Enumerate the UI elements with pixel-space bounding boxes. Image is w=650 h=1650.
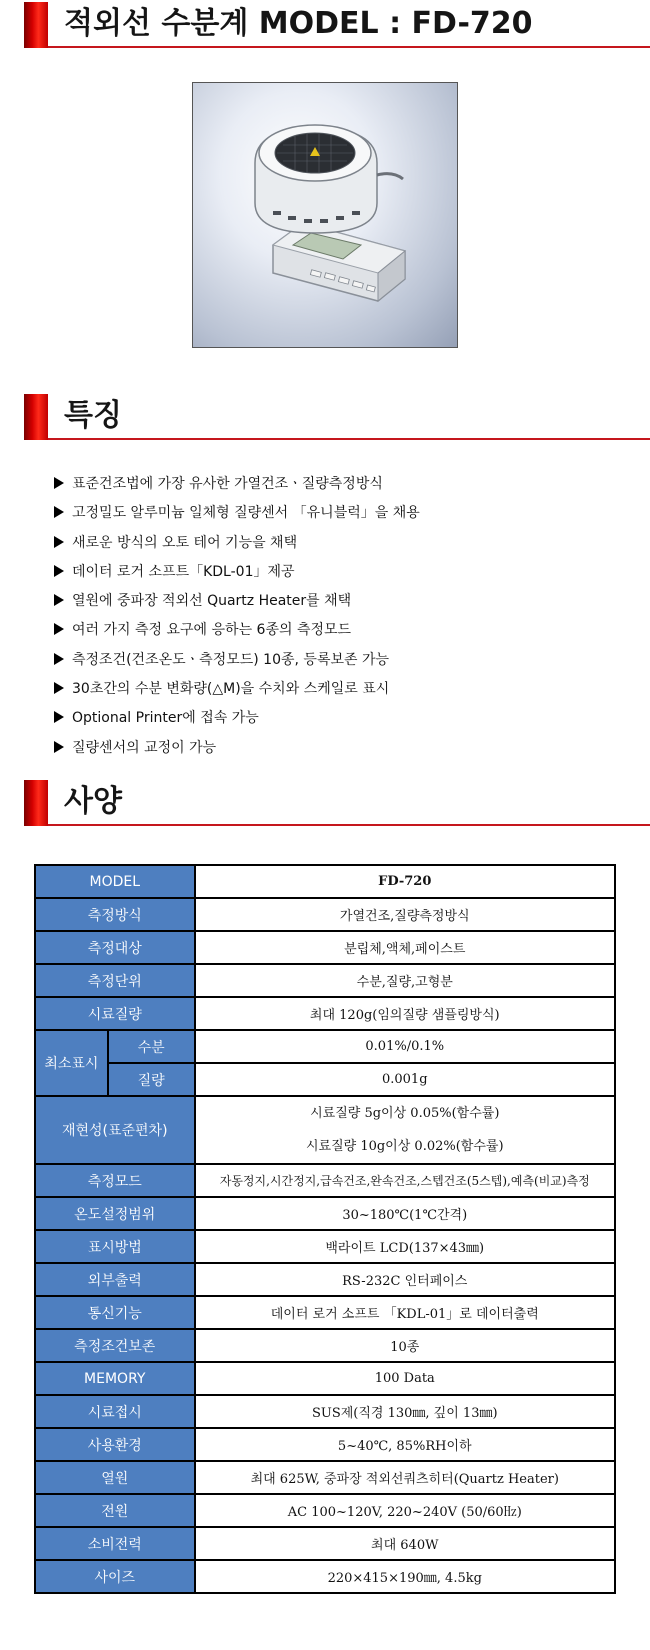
triangle-bullet-icon bbox=[54, 594, 64, 606]
row-label: 재현성(표준편차) bbox=[35, 1096, 195, 1164]
table-row bbox=[35, 931, 615, 964]
table-row bbox=[35, 865, 615, 898]
feature-text: 질량센서의 교정이 가능 bbox=[72, 739, 217, 756]
triangle-bullet-icon bbox=[54, 477, 64, 489]
triangle-bullet-icon bbox=[54, 653, 64, 665]
row-label: MODEL bbox=[35, 865, 195, 898]
table-row bbox=[35, 1395, 615, 1428]
feature-text: 여러 가지 측정 요구에 응하는 6종의 측정모드 bbox=[72, 622, 352, 639]
red-bar-decoration bbox=[24, 394, 48, 440]
sub-row-label: 수분 bbox=[108, 1030, 195, 1063]
row-value: 백라이트 LCD(137×43㎜) bbox=[195, 1230, 615, 1263]
row-label: 사이즈 bbox=[35, 1560, 195, 1593]
row-value: 5~40℃, 85%RH이하 bbox=[195, 1428, 615, 1461]
list-item bbox=[54, 470, 420, 499]
row-label: 열원 bbox=[35, 1461, 195, 1494]
row-value: FD-720 bbox=[195, 865, 615, 898]
row-label: 시료접시 bbox=[35, 1395, 195, 1428]
sub-row-label: 질량 bbox=[108, 1063, 195, 1096]
table-row bbox=[35, 964, 615, 997]
triangle-bullet-icon bbox=[54, 682, 64, 694]
feature-text: 새로운 방식의 오토 테어 기능을 채택 bbox=[72, 534, 298, 551]
feature-text: 열원에 중파장 적외선 Quartz Heater를 채택 bbox=[72, 593, 352, 610]
row-label: 시료질량 bbox=[35, 997, 195, 1030]
table-row bbox=[35, 1560, 615, 1593]
triangle-bullet-icon bbox=[54, 506, 64, 518]
list-item bbox=[54, 558, 420, 587]
list-item bbox=[54, 704, 420, 733]
page-title: 적외선 수분계 MODEL : FD-720 bbox=[64, 6, 533, 41]
table-row bbox=[35, 1263, 615, 1296]
table-row bbox=[35, 997, 615, 1030]
row-value bbox=[195, 1096, 615, 1164]
product-photo bbox=[192, 82, 458, 348]
table-row bbox=[35, 1329, 615, 1362]
table-row bbox=[35, 1063, 615, 1096]
table-row bbox=[35, 1296, 615, 1329]
spec-table bbox=[34, 864, 616, 1594]
feature-text: 30초간의 수분 변화량(△M)을 수치와 스케일로 표시 bbox=[72, 681, 390, 698]
table-row bbox=[35, 1230, 615, 1263]
list-item bbox=[54, 499, 420, 528]
table-row bbox=[35, 1527, 615, 1560]
row-value: 최대 625W, 중파장 적외선쿼츠히터(Quartz Heater) bbox=[195, 1461, 615, 1494]
features-list bbox=[54, 470, 420, 763]
row-label: 표시방법 bbox=[35, 1230, 195, 1263]
list-item bbox=[54, 734, 420, 763]
triangle-bullet-icon bbox=[54, 565, 64, 577]
row-label: 측정모드 bbox=[35, 1164, 195, 1197]
row-label: MEMORY bbox=[35, 1362, 195, 1395]
row-value-line: 시료질량 10g이상 0.02%(함수률) bbox=[305, 1139, 504, 1154]
table-row bbox=[35, 1197, 615, 1230]
table-row bbox=[35, 1362, 615, 1395]
triangle-bullet-icon bbox=[54, 711, 64, 723]
moisture-analyzer-illustration bbox=[193, 83, 457, 347]
list-item bbox=[54, 675, 420, 704]
triangle-bullet-icon bbox=[54, 536, 64, 548]
row-label: 온도설정범위 bbox=[35, 1197, 195, 1230]
list-item bbox=[54, 646, 420, 675]
features-header bbox=[24, 394, 650, 440]
row-value: 220×415×190㎜, 4.5kg bbox=[195, 1560, 615, 1593]
row-label: 사용환경 bbox=[35, 1428, 195, 1461]
feature-text: 데이터 로거 소프트「KDL-01」제공 bbox=[72, 563, 295, 580]
row-value: 자동정지,시간정지,급속건조,완속건조,스텝건조(5스텝),예측(비교)측정 bbox=[195, 1164, 615, 1197]
page-title-header bbox=[24, 2, 650, 48]
table-row bbox=[35, 1494, 615, 1527]
header-divider bbox=[48, 824, 650, 826]
list-item bbox=[54, 529, 420, 558]
table-row bbox=[35, 898, 615, 931]
row-value: 10종 bbox=[195, 1329, 615, 1362]
row-label: 전원 bbox=[35, 1494, 195, 1527]
row-value-line: 시료질량 5g이상 0.05%(함수률) bbox=[310, 1106, 500, 1121]
row-value: 수분,질량,고형분 bbox=[195, 964, 615, 997]
feature-text: Optional Printer에 접속 가능 bbox=[72, 710, 259, 727]
header-divider bbox=[48, 46, 650, 48]
row-label: 최소표시 bbox=[35, 1030, 108, 1096]
header-divider bbox=[48, 438, 650, 440]
row-label: 소비전력 bbox=[35, 1527, 195, 1560]
row-value: AC 100~120V, 220~240V (50/60㎐) bbox=[195, 1494, 615, 1527]
specs-header bbox=[24, 780, 650, 826]
row-value: 최대 120g(임의질량 샘플링방식) bbox=[195, 997, 615, 1030]
red-bar-decoration bbox=[24, 780, 48, 826]
row-value: 최대 640W bbox=[195, 1527, 615, 1560]
feature-text: 표준건조법에 가장 유사한 가열건조ㆍ질량측정방식 bbox=[72, 476, 383, 492]
triangle-bullet-icon bbox=[54, 623, 64, 635]
row-label: 통신기능 bbox=[35, 1296, 195, 1329]
table-row bbox=[35, 1164, 615, 1197]
row-value: 30~180℃(1℃간격) bbox=[195, 1197, 615, 1230]
row-label: 측정방식 bbox=[35, 898, 195, 931]
row-label: 외부출력 bbox=[35, 1263, 195, 1296]
table-row bbox=[35, 1461, 615, 1494]
table-row bbox=[35, 1428, 615, 1461]
table-row bbox=[35, 1030, 615, 1063]
row-value: 가열건조,질량측정방식 bbox=[195, 898, 615, 931]
table-row bbox=[35, 1096, 615, 1164]
feature-text: 고정밀도 알루미늄 일체형 질량센서 「유니블럭」을 채용 bbox=[72, 505, 420, 522]
row-value: RS-232C 인터페이스 bbox=[195, 1263, 615, 1296]
row-value: 0.001g bbox=[195, 1063, 615, 1096]
triangle-bullet-icon bbox=[54, 741, 64, 753]
list-item bbox=[54, 587, 420, 616]
row-label: 측정조건보존 bbox=[35, 1329, 195, 1362]
row-value: 분립체,액체,페이스트 bbox=[195, 931, 615, 964]
row-value: 0.01%/0.1% bbox=[195, 1030, 615, 1063]
list-item bbox=[54, 616, 420, 645]
features-title: 특징 bbox=[64, 398, 122, 433]
row-label: 측정대상 bbox=[35, 931, 195, 964]
specs-title: 사양 bbox=[64, 784, 122, 819]
feature-text: 측정조건(건조온도ㆍ측정모드) 10종, 등록보존 가능 bbox=[72, 651, 390, 668]
row-value: 100 Data bbox=[195, 1362, 615, 1395]
red-bar-decoration bbox=[24, 2, 48, 48]
row-value: SUS제(직경 130㎜, 깊이 13㎜) bbox=[195, 1395, 615, 1428]
row-label: 측정단위 bbox=[35, 964, 195, 997]
row-value: 데이터 로거 소프트 「KDL-01」로 데이터출력 bbox=[195, 1296, 615, 1329]
